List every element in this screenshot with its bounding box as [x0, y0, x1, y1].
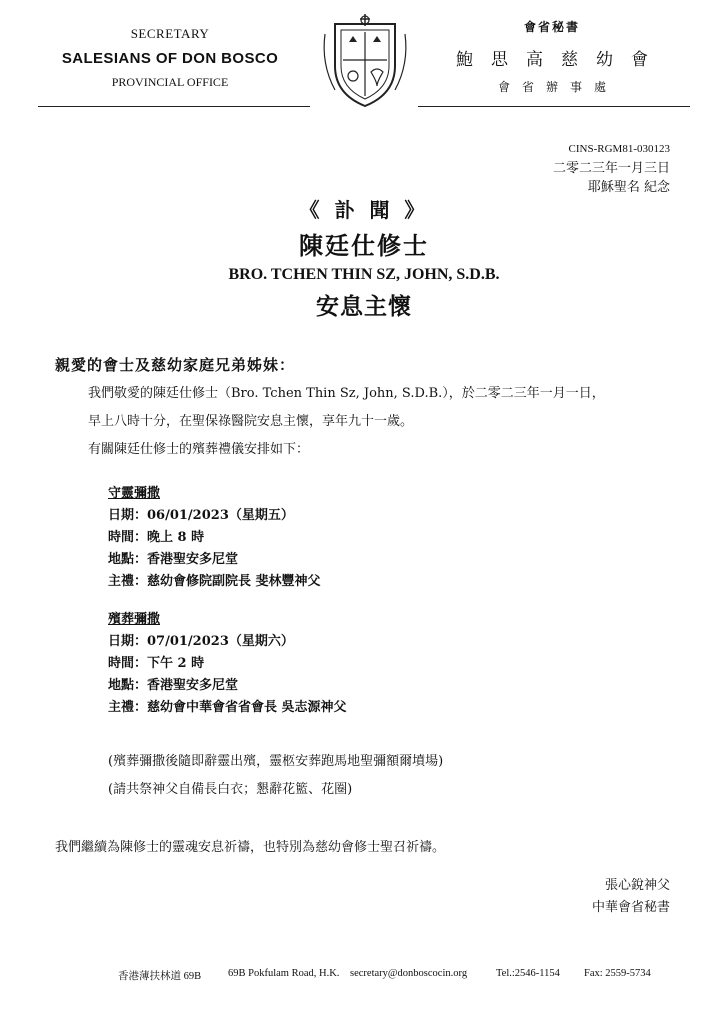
vigil-mass-section — [108, 484, 321, 592]
letterhead-chinese — [418, 18, 686, 95]
vigil-mass-heading: 守靈彌撒 — [108, 486, 161, 501]
signatory-name: 張心銳神父 — [604, 878, 670, 893]
org-name-english: SALESIANS OF DON BOSCO — [61, 50, 279, 67]
funeral-mass-section — [108, 610, 347, 718]
feast-salutation: 耶穌聖名 紀念 — [587, 180, 670, 195]
vigil-place: 地點：香港聖安多尼堂 — [108, 552, 239, 567]
paragraph-line-2: 早上八時十分，在聖保祿醫院安息主懷，享年九十一歲。 — [88, 414, 414, 429]
funeral-mass-heading: 殯葬彌撒 — [108, 612, 161, 627]
vigil-celebrant: 主禮：慈幼會修院副院長 斐林豐神父 — [108, 574, 321, 589]
header-rule-right — [418, 106, 690, 107]
paragraph-line-3: 有關陳廷仕修士的殯葬禮儀安排如下： — [88, 442, 310, 457]
office-label-chinese: 會省辦事處 — [497, 80, 618, 94]
secretary-label: SECRETARY — [130, 26, 210, 41]
vigil-time: 時間：晚上 8 時 — [108, 530, 205, 545]
greeting: 親愛的會士及慈幼家庭兄弟姊妹： — [55, 356, 296, 374]
header-rule-left — [38, 106, 310, 107]
deceased-name-english: BRO. TCHEN THIN SZ, JOHN, S.D.B. — [228, 266, 500, 283]
paragraph-line-1: 我們敬愛的陳廷仕修士（Bro. Tchen Thin Sz, John, S.D.B.），於二零二三年一月一日， — [88, 386, 605, 401]
office-label-english: PROVINCIAL OFFICE — [111, 75, 229, 89]
closing-prayer: 我們繼續為陳修士的靈魂安息祈禱，也特別為慈幼會修士聖召祈禱。 — [55, 840, 446, 855]
footer-email[interactable]: secretary@donboscocin.org — [350, 968, 468, 979]
note-burial: (殯葬彌撒後隨即辭靈出殯，靈柩安葬跑馬地聖彌額爾墳場) — [108, 754, 444, 769]
vigil-date: 日期：06/01/2023（星期五） — [108, 508, 294, 523]
funeral-date: 日期：07/01/2023（星期六） — [108, 634, 294, 649]
funeral-celebrant: 主禮：慈幼會中華會省省會長 吳志源神父 — [108, 700, 347, 715]
footer-address-chinese: 香港薄扶林道 69B — [118, 971, 202, 982]
letterhead-english — [30, 26, 310, 90]
footer-fax: Fax: 2559-5734 — [584, 968, 651, 979]
funeral-place: 地點：香港聖安多尼堂 — [108, 678, 239, 693]
org-name-chinese: 鮑思高慈幼會 — [456, 50, 666, 70]
salesian-crest-icon — [315, 14, 415, 110]
deceased-name-chinese: 陳廷仕修士 — [299, 231, 429, 260]
signatory-title: 中華會省秘書 — [591, 900, 670, 915]
letter-date: 二零二三年一月三日 — [552, 161, 670, 176]
note-vestments: (請共祭神父自備長白衣；懇辭花籃、花圈) — [108, 782, 353, 797]
rest-in-peace-title: 安息主懷 — [316, 293, 412, 320]
signature-block — [592, 876, 670, 918]
obituary-title: 《 訃 聞 》 — [299, 198, 429, 222]
secretary-label-chinese: 會省秘書 — [523, 20, 580, 34]
funeral-time: 時間：下午 2 時 — [108, 656, 205, 671]
footer-address-english: 69B Pokfulam Road, H.K. — [228, 968, 340, 979]
reference-number: CINS-RGM81-030123 — [568, 143, 670, 155]
footer-telephone: Tel.:2546-1154 — [496, 968, 560, 979]
